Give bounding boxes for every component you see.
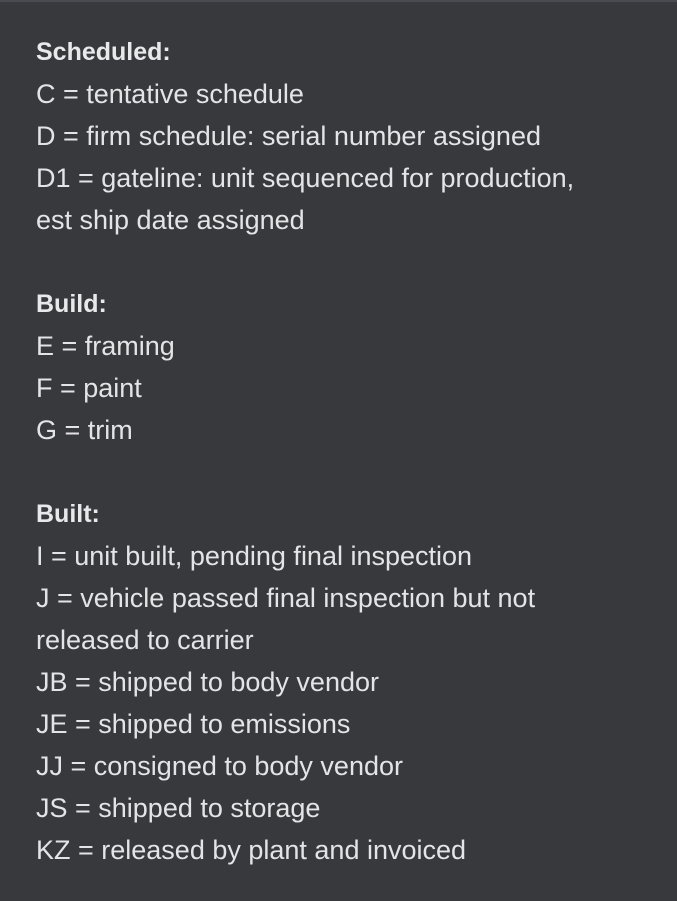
legend-line: JS = shipped to storage: [36, 793, 321, 823]
legend-line: JE = shipped to emissions: [36, 709, 351, 739]
section-built: [36, 493, 647, 871]
legend-line: D1 = gateline: unit sequenced for production,: [36, 163, 575, 193]
section-scheduled: [36, 31, 647, 241]
legend-line: C = tentative schedule: [36, 79, 304, 109]
legend-line: released to carrier: [36, 625, 254, 655]
legend-line: J = vehicle passed final inspection but not: [36, 583, 536, 613]
section-heading: Scheduled:: [36, 38, 171, 66]
legend-line: I = unit built, pending final inspection: [36, 541, 473, 571]
section-heading: Build:: [36, 290, 107, 318]
legend-line: E = framing: [36, 331, 175, 361]
section-heading: Built:: [36, 500, 100, 528]
legend-line: G = trim: [36, 415, 133, 445]
section-build: [36, 283, 647, 451]
legend-line: D = firm schedule: serial number assigned: [36, 121, 541, 151]
legend-line: est ship date assigned: [36, 205, 305, 235]
legend-line: F = paint: [36, 373, 142, 403]
legend-line: KZ = released by plant and invoiced: [36, 835, 467, 865]
legend-line: JJ = consigned to body vendor: [36, 751, 403, 781]
legend-line: JB = shipped to body vendor: [36, 667, 379, 697]
